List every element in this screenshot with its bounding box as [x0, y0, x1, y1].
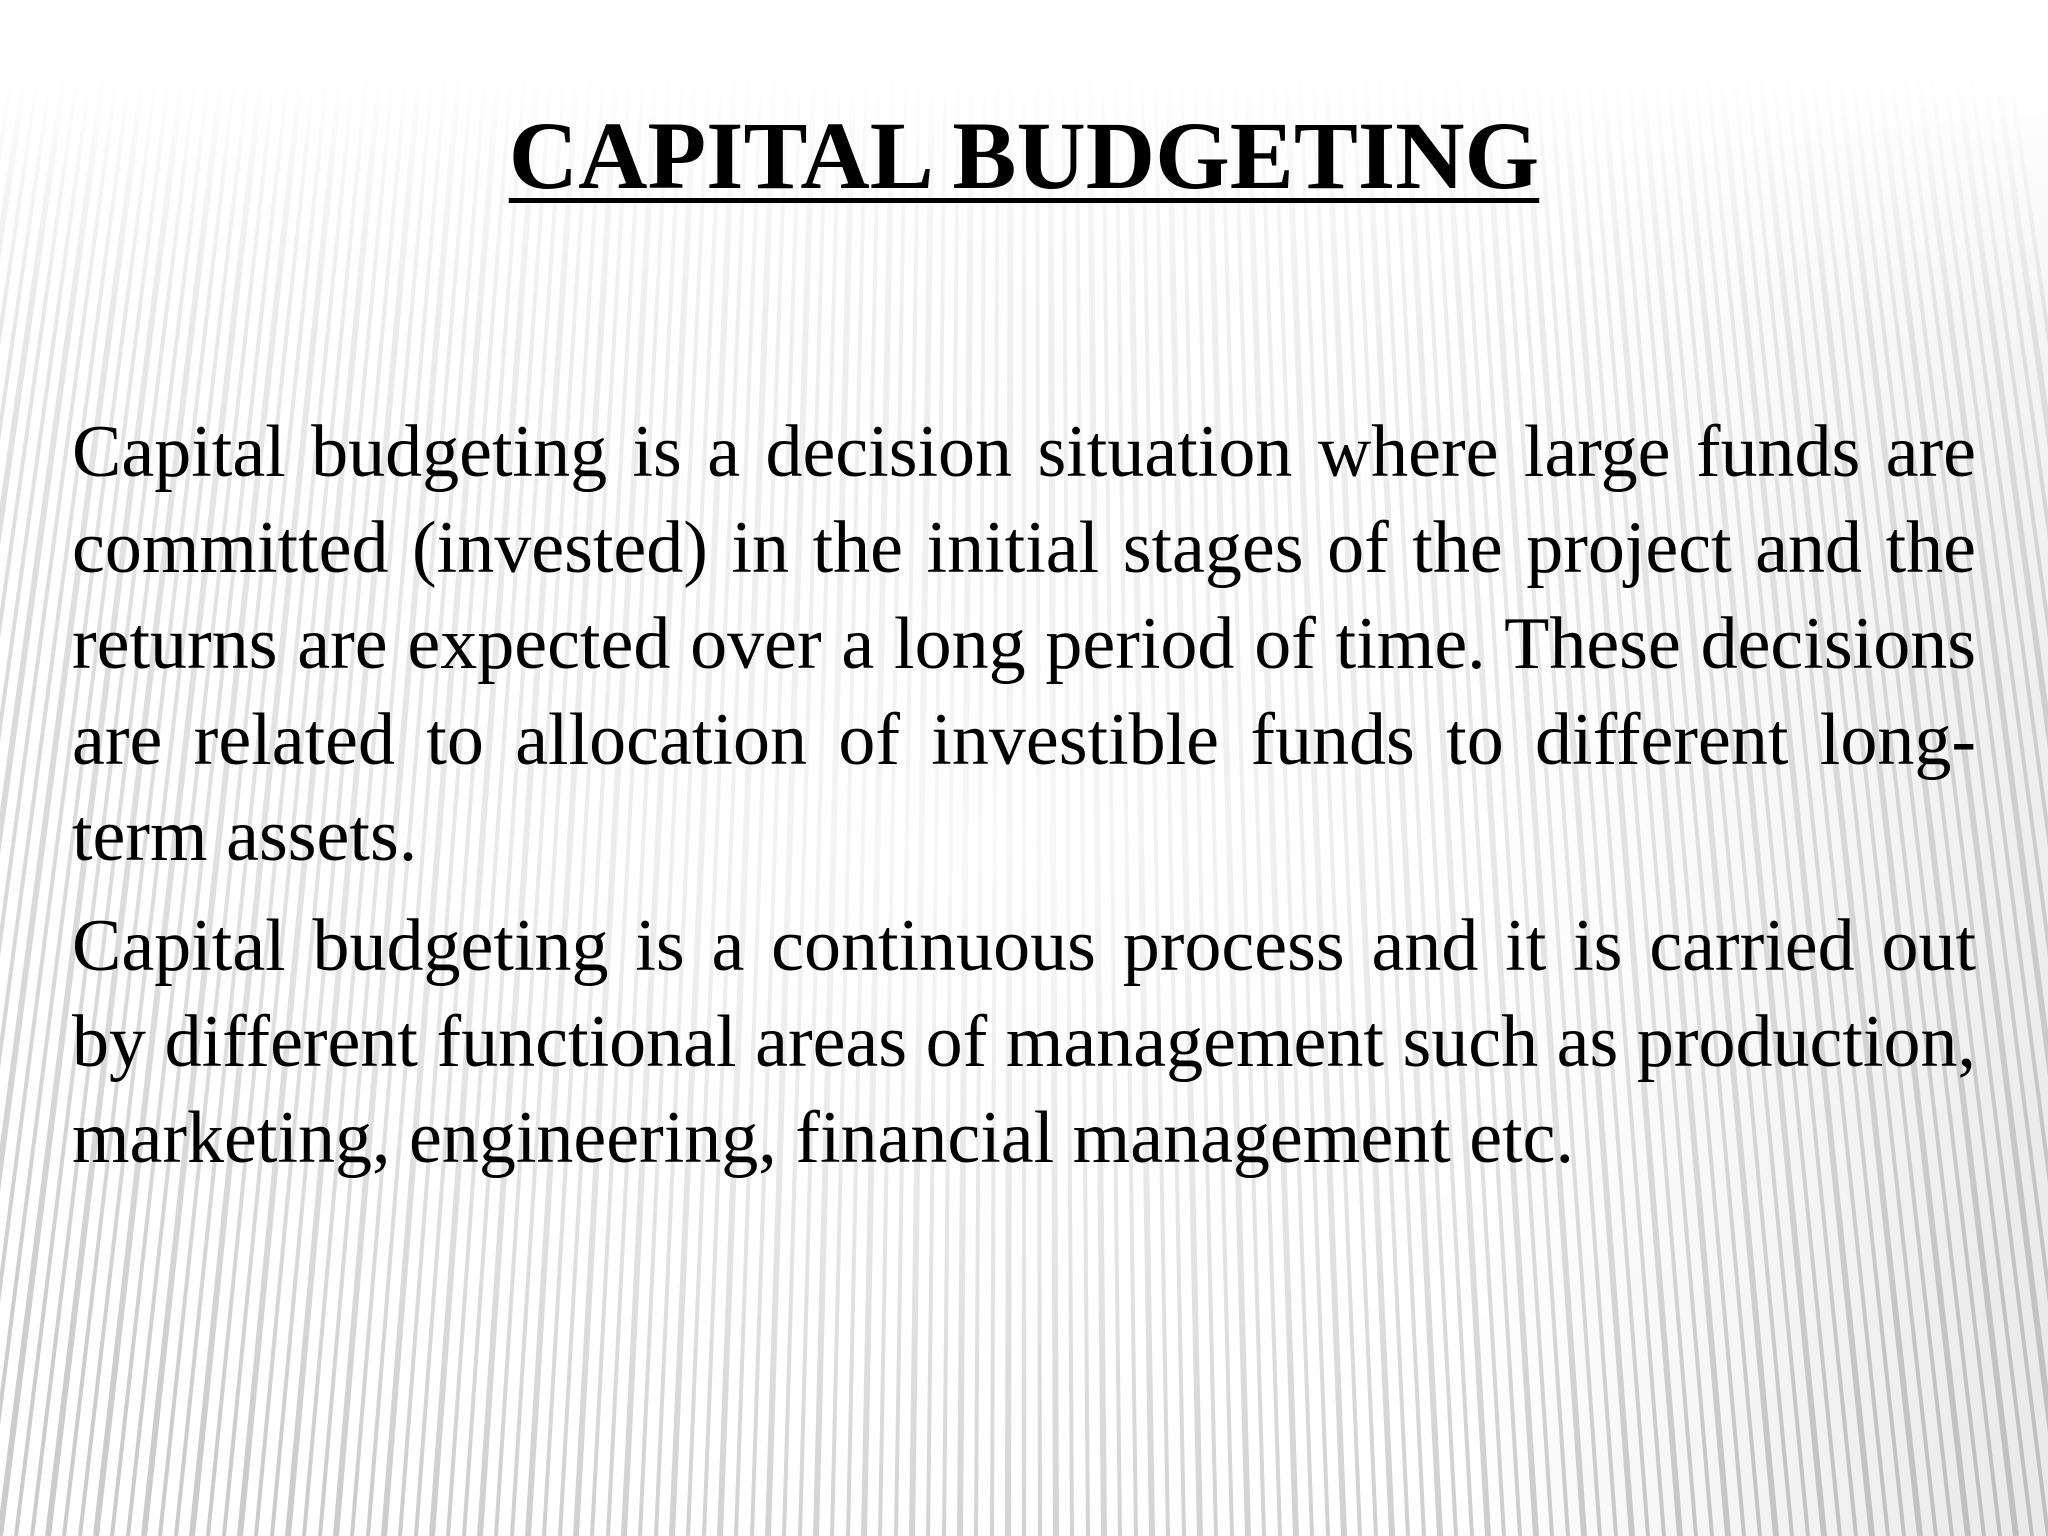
slide-title	[0, 96, 2048, 216]
slide-body	[72, 404, 1976, 1186]
slide-title-text: CAPITAL BUDGETING	[508, 102, 1540, 209]
paragraph-definition: Capital budgeting is a decision situation where large funds are committed (invested) in the initial stages of the project and the returns are expected over a long period of time. These decisions are related to allocation of investible funds to different long-term assets.	[72, 411, 1976, 877]
paragraph-process: Capital budgeting is a continuous process and it is carried out by different functional areas of management such as production, marketing, engineering, financial management etc.	[72, 905, 1976, 1179]
